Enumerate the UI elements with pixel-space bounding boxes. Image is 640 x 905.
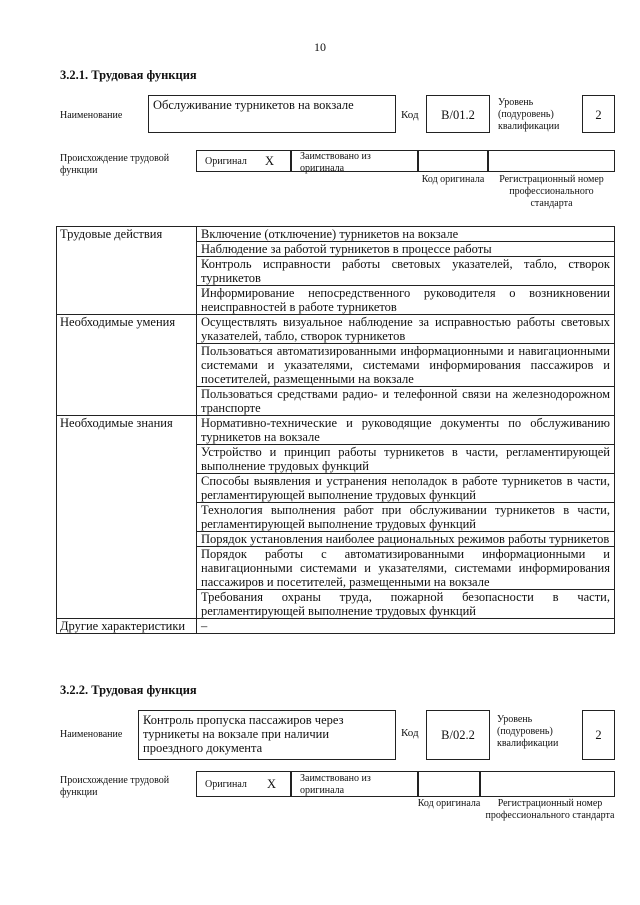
code-field-2: [426, 710, 490, 760]
reg-number-cell-2: [480, 771, 615, 797]
code-label-1: Код: [401, 109, 419, 121]
table-cell: Осуществлять визуальное наблюдение за исправностью работы световых указателей, табло, створок турникетов: [197, 315, 615, 344]
table-cell: Способы выявления и устранения неполадок в работе турникетов в части, регламентирующей выполнение трудовых функций: [197, 474, 615, 503]
original-label-2: Оригинал: [205, 779, 247, 790]
table-cell: Пользоваться автоматизированными информационными и навигационными системами и указателями, системами информирования пассажиров и посетителей, размещенными на вокзале: [197, 344, 615, 387]
table-cell: Пользоваться средствами радио- и телефонной связи на железнодорожном транспорте: [197, 387, 615, 416]
table-row: [57, 315, 615, 344]
table-row: [57, 416, 615, 445]
level-value-1: 2: [595, 108, 602, 122]
code-field-1: [426, 95, 490, 133]
name-field-1: [148, 95, 396, 133]
table-cell: –: [197, 619, 615, 634]
table-cell: Порядок работы с автоматизированными информационными и навигационными системами и указателями, системами информирования пассажиров и посетителей, размещенными на вокзале: [197, 547, 615, 590]
reg-number-cell-1: [488, 150, 615, 172]
borrowed-label-1: Заимствовано из оригинала: [300, 151, 371, 174]
code-orig-label-2: Код оригинала: [417, 798, 481, 809]
original-cell-1: [196, 150, 291, 172]
table-cell: Порядок установления наиболее рациональных режимов работы турникетов: [197, 532, 615, 547]
table-row: [57, 227, 615, 242]
level-value-2: 2: [595, 728, 602, 742]
name-value-1: Обслуживание турникетов на вокзале: [153, 98, 354, 112]
code-orig-cell-1: [418, 150, 488, 172]
level-label-1: Уровень (подуровень) квалификации: [498, 97, 560, 132]
code-value-1: В/01.2: [441, 108, 475, 122]
original-cell-2: [196, 771, 291, 797]
level-field-1: [582, 95, 615, 133]
code-orig-cell-2: [418, 771, 480, 797]
name-value-2: Контроль пропуска пассажиров через турникеты на вокзале при наличии проездного документа: [143, 713, 344, 755]
level-field-2: [582, 710, 615, 760]
code-value-2: В/02.2: [441, 728, 475, 742]
category-other-characteristics: Другие характеристики: [57, 619, 197, 634]
original-mark-1: X: [265, 154, 275, 168]
section-title-1: 3.2.1. Трудовая функция: [60, 68, 197, 82]
table-cell: Информирование непосредственного руководителя о возникновении неисправностей в работе турникетов: [197, 286, 615, 315]
table-cell: Нормативно-технические и руководящие документы по обслуживанию турникетов на вокзале: [197, 416, 615, 445]
level-label-2: Уровень (подуровень) квалификации: [497, 714, 559, 749]
borrowed-cell-2: [291, 771, 418, 797]
category-required-knowledge: Необходимые знания: [57, 416, 197, 619]
category-labor-actions: Трудовые действия: [57, 227, 197, 315]
table-cell: Устройство и принцип работы турникетов в части, регламентирующей выполнение трудовых функций: [197, 445, 615, 474]
page-number: 10: [314, 40, 326, 54]
category-required-skills: Необходимые умения: [57, 315, 197, 416]
origin-label-2: Происхождение трудовой функции: [60, 775, 170, 798]
code-orig-label-1: Код оригинала: [421, 174, 485, 185]
reg-number-label-2: Регистрационный номер профессионального стандарта: [485, 798, 615, 821]
section-title-2: 3.2.2. Трудовая функция: [60, 683, 197, 697]
table-row: [57, 619, 615, 634]
labor-function-table: [56, 226, 615, 634]
table-cell: Контроль исправности работы световых указателей, табло, створок турникетов: [197, 257, 615, 286]
name-field-2: [138, 710, 396, 760]
code-label-2: Код: [401, 727, 419, 739]
table-cell: Наблюдение за работой турникетов в процессе работы: [197, 242, 615, 257]
table-cell: Технология выполнения работ при обслуживании турникетов в части, регламентирующей выполнение трудовых функций: [197, 503, 615, 532]
borrowed-cell-1: [291, 150, 418, 172]
name-label-2: Наименование: [60, 729, 123, 740]
original-label-1: Оригинал: [205, 156, 247, 167]
table-cell: Требования охраны труда, пожарной безопасности в части, регламентирующей выполнение трудовых функций: [197, 590, 615, 619]
borrowed-label-2: Заимствовано из оригинала: [300, 773, 371, 796]
table-cell: Включение (отключение) турникетов на вокзале: [197, 227, 615, 242]
origin-label-1: Происхождение трудовой функции: [60, 153, 170, 176]
reg-number-label-1: Регистрационный номер профессионального стандарта: [499, 174, 604, 209]
original-mark-2: X: [267, 777, 277, 791]
name-label-1: Наименование: [60, 110, 123, 121]
